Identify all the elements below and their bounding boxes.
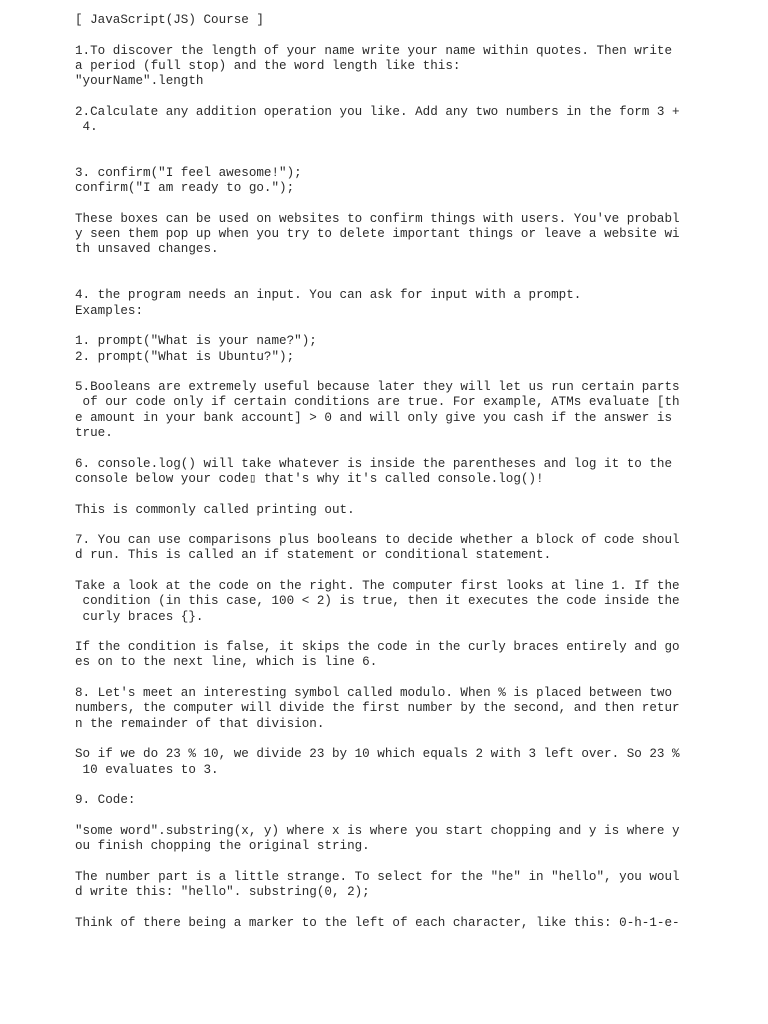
text-line: of our code only if certain conditions are true. For example, ATMs evaluate [th xyxy=(75,395,680,410)
text-line: y seen them pop up when you try to delete important things or leave a website wi xyxy=(75,227,680,242)
paragraph-17 xyxy=(75,869,680,901)
paragraph-12 xyxy=(75,640,680,671)
paragraph-3 xyxy=(75,166,675,197)
paragraph-2 xyxy=(75,104,680,136)
paragraph-11 xyxy=(75,578,680,625)
text-line: 1.To discover the length of your name write your name within quotes. Then write xyxy=(75,43,673,58)
text-line: d run. This is called an if statement or conditional statement. xyxy=(75,548,552,563)
text-line: So if we do 23 % 10, we divide 23 by 10 which equals 2 with 3 left over. So 23 % xyxy=(75,747,680,762)
paragraph-1 xyxy=(75,44,675,90)
text-line: th unsaved changes. xyxy=(75,242,219,257)
paragraph-8 xyxy=(75,457,675,488)
text-line: The number part is a little strange. To select for the "he" in "hello", you woul xyxy=(75,869,680,884)
text-line: numbers, the computer will divide the first number by the second, and then retur xyxy=(75,701,680,716)
text-line: 5.Booleans are extremely useful because later they will let us run certain parts xyxy=(75,380,680,395)
text-line: es on to the next line, which is line 6. xyxy=(75,655,378,670)
paragraph-7 xyxy=(75,380,680,441)
text-line: "yourName".length xyxy=(75,74,204,89)
text-line: 6. console.log() will take whatever is inside the parentheses and log it to the xyxy=(75,456,673,471)
text-line: e amount in your bank account] > 0 and will only give you cash if the answer is xyxy=(75,410,673,425)
paragraph-9 xyxy=(75,503,675,518)
text-line: 3. confirm("I feel awesome!"); xyxy=(75,165,302,180)
paragraph-14 xyxy=(75,747,680,778)
text-line: n the remainder of that division. xyxy=(75,716,325,731)
paragraph-5 xyxy=(75,288,675,319)
text-line: confirm("I am ready to go."); xyxy=(75,181,295,196)
text-line: a period (full stop) and the word length like this: xyxy=(75,58,461,73)
text-line: condition (in this case, 100 < 2) is true, then it executes the code inside the xyxy=(75,594,680,609)
text-line: 4. the program needs an input. You can ask for input with a prompt. xyxy=(75,288,582,303)
text-line: 2.Calculate any addition operation you like. Add any two numbers in the form 3 + xyxy=(75,104,680,119)
text-line: 2. prompt("What is Ubuntu?"); xyxy=(75,349,295,364)
text-line: 7. You can use comparisons plus booleans to decide whether a block of code shoul xyxy=(75,533,680,548)
text-line: 1. prompt("What is your name?"); xyxy=(75,334,317,349)
document-title: [ JavaScript(JS) Course ] xyxy=(75,13,264,27)
text-line: d write this: "hello". substring(0, 2); xyxy=(75,884,370,899)
text-line: Examples: xyxy=(75,303,144,318)
paragraph-16 xyxy=(75,823,680,855)
text-line: If the condition is false, it skips the code in the curly braces entirely and go xyxy=(75,640,680,655)
paragraph-4 xyxy=(75,211,680,258)
text-line: console below your code▯ that's why it's called console.log()! xyxy=(75,471,544,486)
text-line: 9. Code: xyxy=(75,793,136,808)
document-page xyxy=(75,13,680,931)
paragraph-15 xyxy=(75,793,675,808)
text-line: Think of there being a marker to the left of each character, like this: 0-h-1-e- xyxy=(75,915,680,930)
text-line: 4. xyxy=(75,120,98,135)
text-line: "some word".substring(x, y) where x is where you start chopping and y is where y xyxy=(75,823,680,838)
paragraph-13 xyxy=(75,686,680,732)
text-line: 10 evaluates to 3. xyxy=(75,762,219,777)
text-line: This is commonly called printing out. xyxy=(75,502,355,517)
text-line: 8. Let's meet an interesting symbol called modulo. When % is placed between two xyxy=(75,686,673,701)
text-line: true. xyxy=(75,426,113,441)
text-line: These boxes can be used on websites to confirm things with users. You've probabl xyxy=(75,211,680,226)
paragraph-10 xyxy=(75,533,680,564)
text-line: ou finish chopping the original string. xyxy=(75,839,370,854)
paragraph-6 xyxy=(75,334,675,365)
text-line: curly braces {}. xyxy=(75,609,204,624)
text-line: Take a look at the code on the right. The computer first looks at line 1. If the xyxy=(75,578,680,593)
paragraph-18 xyxy=(75,915,680,931)
